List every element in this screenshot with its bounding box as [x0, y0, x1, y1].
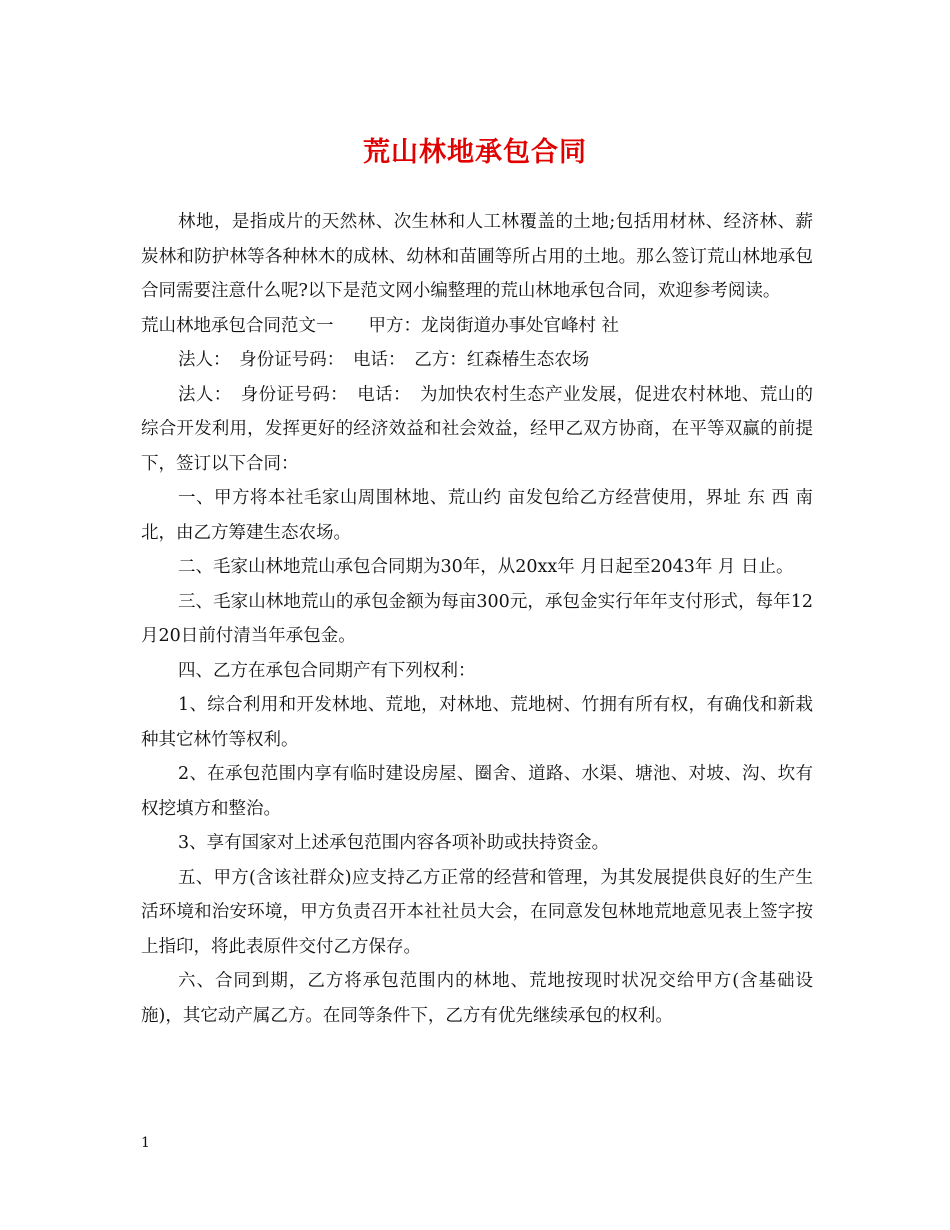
paragraph: 二、毛家山林地荒山承包合同期为30年，从20xx年 月日起至2043年 月 日止。 [178, 557, 794, 577]
paragraph: 一、甲方将本社毛家山周围林地、荒山约 亩发包给乙方经营使用，界址 东 西 南 北，由乙方筹建生态农场。 [141, 488, 813, 543]
paragraph: 三、毛家山林地荒山的承包金额为每亩300元，承包金实行年年支付形式，每年12月20日前付清当年承包金。 [141, 591, 813, 646]
paragraph: 五、甲方(含该社群众)应支持乙方正常的经营和管理，为其发展提供良好的生产生活环境和治安环境，甲方负责召开本社社员大会，在同意发包林地荒地意见表上签字按上指印，将此表原件交付乙方保存。 [141, 867, 813, 957]
page-number: 1 [141, 1135, 150, 1151]
paragraph: 四、乙方在承包合同期产有下列权利： [178, 660, 476, 681]
paragraph: 法人： 身份证号码： 电话： 乙方：红森椿生态农场 [178, 350, 590, 370]
paragraph: 六、合同到期，乙方将承包范围内的林地、荒地按现时状况交给甲方(含基础设施)，其它动产属乙方。在同等条件下，乙方有优先继续承包的权利。 [141, 971, 813, 1026]
document-title: 荒山林地承包合同 [363, 137, 587, 168]
document-body [141, 205, 813, 1033]
paragraph: 1、综合利用和开发林地、荒地，对林地、荒地树、竹拥有所有权，有确伐和新栽种其它林竹等权利。 [141, 695, 813, 750]
paragraph: 3、享有国家对上述承包范围内容各项补助或扶持资金。 [178, 833, 610, 853]
paragraph: 荒山林地承包合同范文一 甲方：龙岗街道办事处官峰村 社 [141, 315, 620, 336]
paragraph: 法人： 身份证号码： 电话： 为加快农村生态产业发展，促进农村林地、荒山的综合开发利用，发挥更好的经济效益和社会效益，经甲乙双方协商，在平等双赢的前提下，签订以下合同： [141, 384, 813, 474]
paragraph: 2、在承包范围内享有临时建设房屋、圈舍、道路、水渠、塘池、对坡、沟、坎有权挖填方和整治。 [141, 764, 813, 819]
paragraph: 林地，是指成片的天然林、次生林和人工林覆盖的土地;包括用材林、经济林、薪炭林和防护林等各种林木的成林、幼林和苗圃等所占用的土地。那么签订荒山林地承包合同需要注意什么呢?以下是范文网小编整理的荒山林地承包合同，欢迎参考阅读。 [141, 212, 813, 301]
